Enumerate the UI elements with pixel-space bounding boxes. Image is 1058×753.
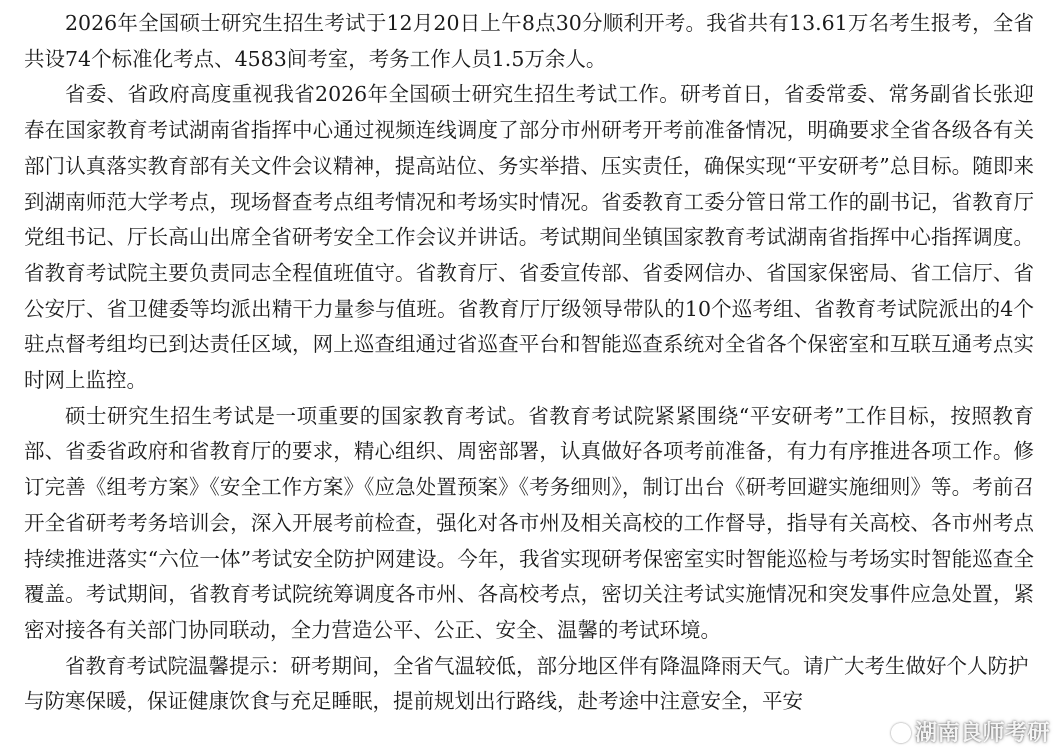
- paragraph-government-attention: 省委、省政府高度重视我省2026年全国硕士研究生招生考试工作。研考首日，省委常委、常务副省长张迎春在国家教育考试湖南省指挥中心通过视频连线调度了部分市州研考开考前准备情况，明确要求全省各级各有关部门认真落实教育部有关文件会议精神，提高站位、务实举措、压实责任，确保实现“平安研考”总目标。随即来到湖南师范大学考点，现场督查考点组考情况和考场实时情况。省委教育工委分管日常工作的副书记，省教育厅党组书记、厅长高山出席全省研考安全工作会议并讲话。考试期间坐镇国家教育考试湖南省指挥中心指挥调度。省教育考试院主要负责同志全程值班值守。省教育厅、省委宣传部、省委网信办、省国家保密局、省工信厅、省公安厅、省卫健委等均派出精干力量参与值班。省教育厅厅级领导带队的10个巡考组、省教育考试院派出的4个驻点督考组均已到达责任区域，网上巡查组通过省巡查平台和智能巡查系统对全省各个保密室和互联互通考点实时网上监控。: [24, 82, 1034, 393]
- article-body: [24, 6, 1034, 720]
- paragraph-warm-reminder: 省教育考试院温馨提示：研考期间，全省气温较低，部分地区伴有降温降雨天气。请广大考生做好个人防护与防寒保暖，保证健康饮食与充足睡眠，提前规划出行路线，赴考途中注意安全，平安: [24, 653, 1029, 714]
- source-watermark: [891, 716, 1050, 747]
- paragraph-exam-overview: 2026年全国硕士研究生招生考试于12月20日上午8点30分顺利开考。我省共有13.61万名考生报考，全省共设74个标准化考点、4583间考室，考务工作人员1.5万余人。: [24, 11, 1034, 71]
- paragraph-exam-organization: 硕士研究生招生考试是一项重要的国家教育考试。省教育考试院紧紧围绕“平安研考”工作目标，按照教育部、省委省政府和省教育厅的要求，精心组织、周密部署，认真做好各项考前准备，有力有序推进各项工作。修订完善《组考方案》《安全工作方案》《应急处置预案》《考务细则》，制订出台《研考回避实施细则》等。考前召开全省研考考务培训会，深入开展考前检查，强化对各市州及相关高校的工作督导，指导有关高校、各市州考点持续推进落实“六位一体”考试安全防护网建设。今年，我省实现研考保密室实时智能巡检与考场实时智能巡查全覆盖。考试期间，省教育考试院统筹调度各市州、各高校考点，密切关注考试实施情况和突发事件应急处置，紧密对接各有关部门协同联动，全力营造公平、公正、安全、温馨的考试环境。: [24, 403, 1034, 642]
- logo-circle-icon: [891, 723, 911, 743]
- watermark-label: 湖南良师考研: [914, 721, 1050, 746]
